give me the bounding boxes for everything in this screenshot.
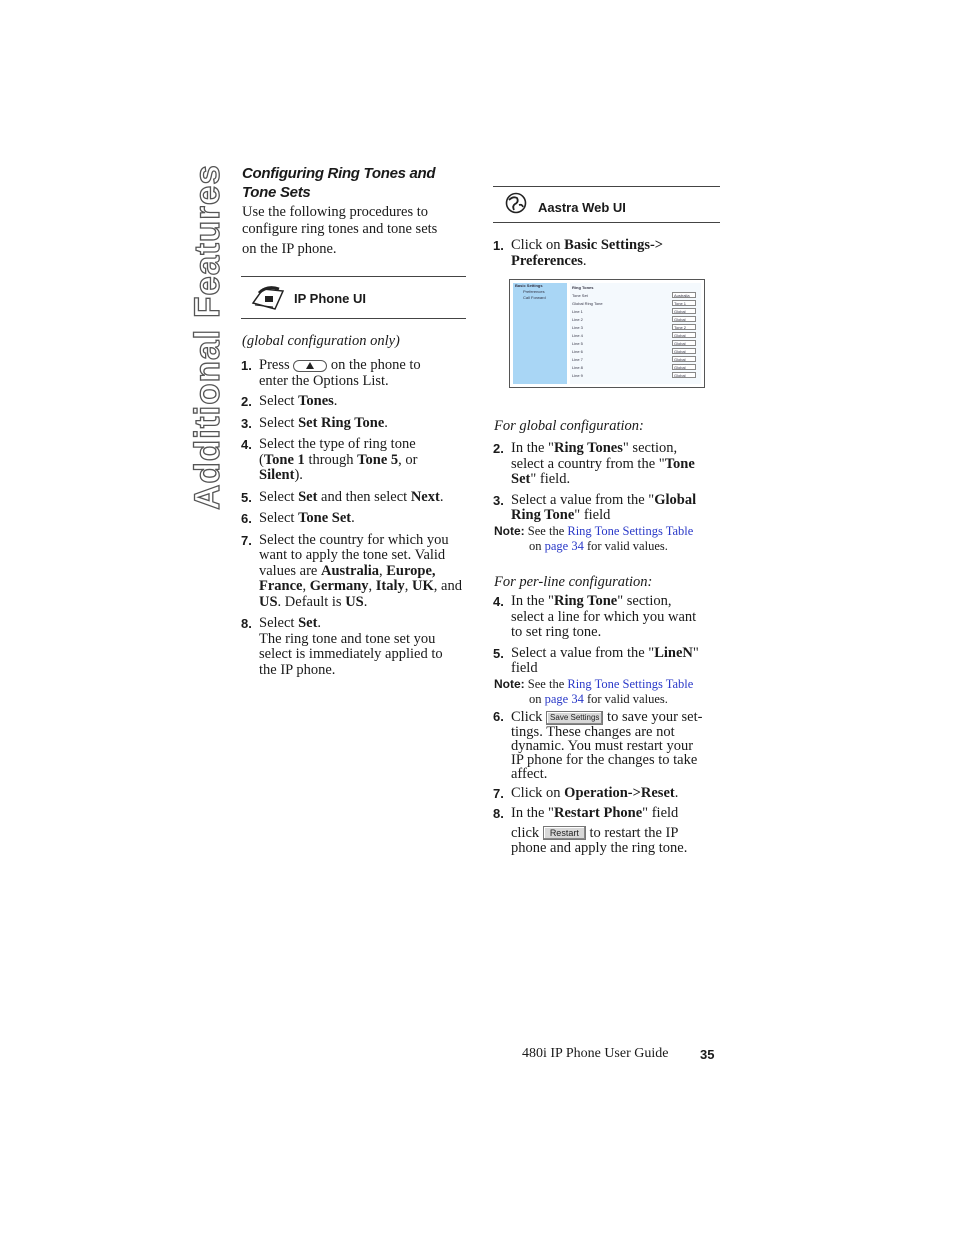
globe-icon [505, 192, 527, 214]
note-per-line: Note: See the Ring Tone Settings Table on page 34 for valid values. [494, 677, 694, 706]
scope-note: (global configuration only) [242, 333, 400, 349]
page-34-link[interactable]: page 34 [544, 691, 584, 706]
ring-tone-row: Line 5 Global [570, 340, 701, 348]
restart-button[interactable]: Restart [543, 826, 586, 840]
screenshot-panel: Ring Tones Tone Set Australia Global Ring Tone Tone 1 Line 1 Global Line 2 Global Line 3 Tone 2 Line 4 Global Line 5 Global Line 6 Global Line 7 Global Line 8 Global Line 9 Global [570, 283, 701, 384]
ring-tone-row: Line 9 Global [570, 372, 701, 380]
ring-tone-row: Line 7 Global [570, 356, 701, 364]
ring-tone-row: Tone Set Australia [570, 292, 701, 300]
list-item: 1. Press on the phone to enter the Options List. [241, 357, 421, 389]
list-item: 4. Select the type of ring tone (Tone 1 through Tone 5, or Silent). [241, 436, 418, 483]
save-settings-button[interactable]: Save Settings [546, 711, 603, 725]
page-34-link[interactable]: page 34 [544, 538, 584, 553]
ring-tone-row: Line 2 Global [570, 316, 701, 324]
list-item: 8. In the "Restart Phone" field click Restart to restart the IP phone and apply the ring tone. [493, 805, 688, 857]
list-item: 2. Select Tones. [241, 393, 338, 409]
ring-tone-row: Line 8 Global [570, 364, 701, 372]
divider [493, 222, 720, 223]
divider [493, 186, 720, 187]
note-global: Note: See the Ring Tone Settings Table on page 34 for valid values. [494, 524, 694, 553]
web-steps-per-line [493, 594, 725, 677]
web-steps-final [493, 710, 725, 857]
preferences-screenshot [509, 279, 705, 388]
list-item: 5. Select Set and then select Next. [241, 488, 444, 505]
ring-tone-row: Line 4 Global [570, 332, 701, 340]
section-heading: Configuring Ring Tones and Tone Sets [242, 165, 436, 201]
footer-guide-title: 480i IP Phone User Guide [522, 1046, 669, 1061]
side-section-title [188, 162, 228, 512]
list-item: 5. Select a value from the "LineN" field [493, 644, 699, 676]
side-title-text: Additional Features [188, 164, 227, 510]
list-item: 2. In the "Ring Tones" section, select a country from the "Tone Set" field. [493, 440, 695, 487]
ip-phone-ui-title: IP Phone UI [294, 291, 366, 306]
per-line-config-heading: For per-line configuration: [494, 574, 653, 590]
ring-tone-row: Line 3 Tone 2 [570, 324, 701, 332]
ring-tone-row: Line 1 Global [570, 308, 701, 316]
page-number: 35 [700, 1047, 715, 1062]
aastra-web-ui-title: Aastra Web UI [538, 200, 626, 215]
web-steps-global [493, 441, 725, 524]
global-config-heading: For global configuration: [494, 418, 644, 434]
intro-paragraph: Use the following procedures to configure ring tones and tone sets on the IP phone. [242, 204, 438, 257]
list-item: 7. Select the country for which you want to apply the tone set. Valid values are Australia, Europe, France, Germany, Italy, UK, and US. Default is US. [241, 531, 462, 610]
ring-tone-row: Line 6 Global [570, 348, 701, 356]
web-step-1 [493, 238, 723, 269]
list-item: 6. Click Save Settings to save your set- tings. These changes are not dynamic. You must restart your IP phone for the changes to take affect. [493, 709, 703, 782]
divider [241, 318, 466, 319]
list-item: 4. In the "Ring Tone" section, select a line for which you want to set ring tone. [493, 593, 697, 640]
options-key-icon [293, 360, 327, 372]
list-item: 3. Select Set Ring Tone. [241, 414, 388, 431]
ring-tone-table-link[interactable]: Ring Tone Settings Table [567, 677, 694, 691]
ring-tone-row: Global Ring Tone Tone 1 [570, 300, 701, 308]
screenshot-sidebar: Basic Settings Preferences Call Forward [513, 283, 567, 384]
ip-phone-steps [241, 358, 471, 678]
list-item: 1. Click on Basic Settings-> Preferences. [493, 237, 664, 269]
list-item: 8. Select Set. The ring tone and tone set you select is immediately applied to the IP phone. [241, 615, 443, 678]
list-item: 6. Select Tone Set. [241, 510, 355, 526]
ring-tone-table-link[interactable]: Ring Tone Settings Table [567, 524, 694, 538]
list-item: 3. Select a value from the "Global Ring Tone" field [493, 491, 697, 523]
list-item: 7. Click on Operation->Reset. [493, 784, 679, 801]
divider [241, 276, 466, 277]
phone-icon [249, 283, 287, 313]
